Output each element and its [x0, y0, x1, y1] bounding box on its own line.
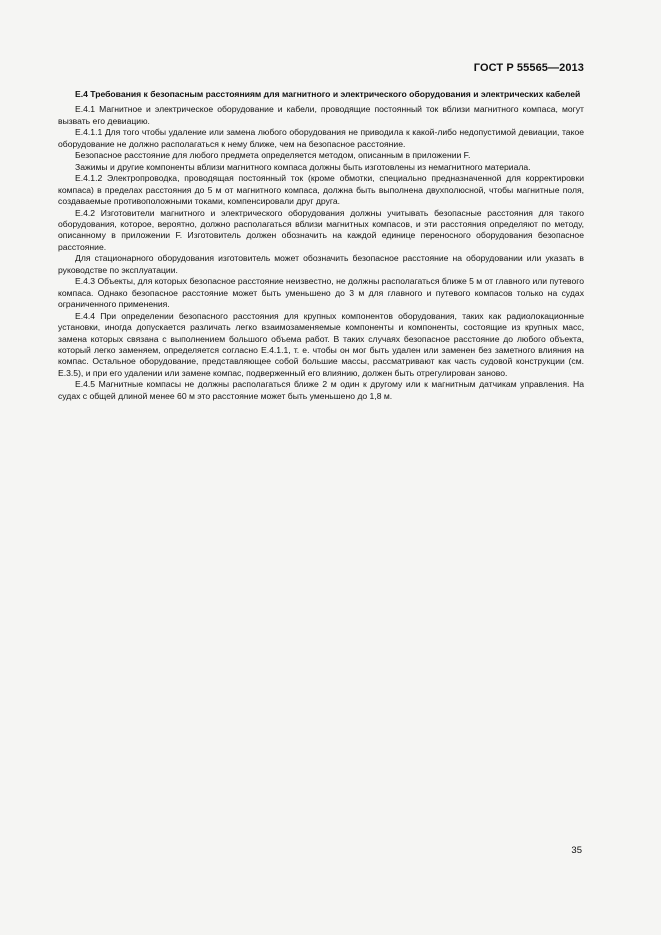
- paragraph-e-4-3: Е.4.3 Объекты, для которых безопасное расстояние неизвестно, не должны располагаться ближе 5 м от главного или путевого компаса. Однако безопасное расстояние может быть уменьшено до 3 м для главного и путевого компасов только на судах ограниченного применения.: [58, 276, 584, 310]
- paragraph-e-4-4: Е.4.4 При определении безопасного расстояния для крупных компонентов оборудования, таких как радиолокационные установки, иногда допускается различать легко взаимозаменяемые компоненты и компоненты, состоящие из крупных масс, замена которых связана с выполнением большого объема работ. В таких случаях безопасное расстояние до любого объекта, который легко заменяем, определяется согласно Е.4.1.1, т. е. чтобы он мог быть удален или заменен без заметного влияния на компас. Остальное оборудование, представляющее собой большие массы, рассматривают как часть судовой конструкции (см. Е.3.5), и при его удалении или замене компас, подверженный его влиянию, должен быть отрегулирован заново.: [58, 310, 584, 378]
- paragraph-e-4-1: Е.4.1 Магнитное и электрическое оборудование и кабели, проводящие постоянный ток вблизи магнитного компаса, могут вызвать его девиацию.: [58, 104, 584, 126]
- paragraph-e-4-2: Е.4.2 Изготовители магнитного и электрического оборудования должны учитывать безопасные расстояния для такого оборудования, которое, вероятно, должно располагаться вблизи магнитных компасов, и эти расстояния определяют по методу, описанному в приложении F. Изготовитель должен обозначить на каждой единице переносного оборудования безопасное расстояние.: [58, 207, 584, 252]
- paragraph-e-4-1-2: Е.4.1.2 Электропроводка, проводящая постоянный ток (кроме обмотки, специально предназначенной для корректировки компаса) в пределах расстояния до 5 м от магнитного компаса, должна быть выполнена двухполюсной, чтобы магнитные поля, создаваемые противоположными токами, компенсировали друг друга.: [58, 173, 584, 207]
- paragraph-safe-distance: Безопасное расстояние для любого предмета определяется методом, описанным в приложении F.: [75, 150, 471, 161]
- section-title: Е.4 Требования к безопасным расстояниям для магнитного и электрического оборудования и электрических кабелей: [75, 89, 581, 99]
- paragraph-e-4-1-1: Е.4.1.1 Для того чтобы удаление или замена любого оборудования не приводила к какой-либо недопустимой девиации, такое оборудование не должно располагаться к нему ближе, чем на безопасное расстояние.: [58, 127, 584, 149]
- page-number: 35: [571, 845, 582, 856]
- paragraph-stationary-equipment: Для стационарного оборудования изготовитель может обозначить безопасное расстояние на оборудовании или указать в руководстве по эксплуатации.: [58, 253, 584, 275]
- paragraph-e-4-5: Е.4.5 Магнитные компасы не должны располагаться ближе 2 м один к другому или к магнитным датчикам управления. На судах с общей длиной менее 60 м это расстояние может быть уменьшено до 1,8 м.: [58, 379, 584, 401]
- paragraph-clamps: Зажимы и другие компоненты вблизи магнитного компаса должны быть изготовлены из немагнитного материала.: [75, 161, 531, 172]
- document-body: [58, 89, 584, 402]
- document-code: ГОСТ Р 55565—2013: [473, 62, 584, 74]
